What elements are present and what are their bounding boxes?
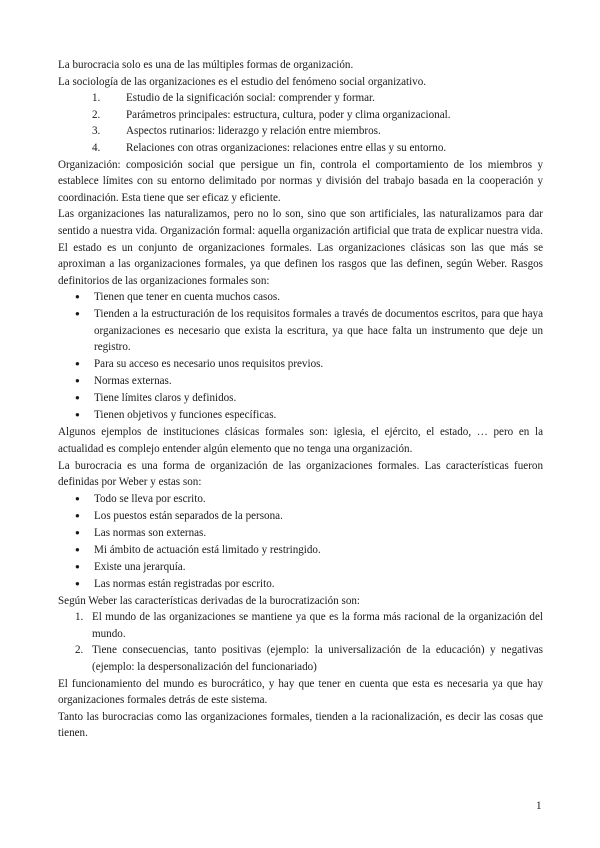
list-item: 2. Parámetros principales: estructura, cultura, poder y clima organizacional. — [92, 108, 451, 121]
bureaucracy-traits-list — [58, 491, 543, 593]
bullet-icon: ● — [75, 376, 80, 386]
bullet-icon: ● — [75, 359, 80, 369]
bullet-icon: ● — [75, 493, 80, 503]
bullet-icon: ● — [75, 410, 80, 420]
paragraph-bureaucracy: La burocracia es una forma de organización de las organizaciones formales. Las características fueron definidas por Weber y estas son: — [58, 459, 543, 489]
paragraph-bureaucratic-world: El funcionamiento del mundo es burocrático, y hay que tener en cuenta que esta es necesaria ya que hay organizaciones formales detrás de este sistema. — [58, 677, 543, 707]
paragraph-formal-organizations: Las organizaciones las naturalizamos, pero no lo son, sino que son artificiales, las naturalizamos para dar sentido a nuestra vida. Organización formal: aquella organización artificial que trata de explicar nuestra vida. El estado es un conjunto de organizaciones formales. Las organizaciones clásicas son las que más se aproximan a las organizaciones formales, ya que definen los rasgos que las definen, según Weber. Rasgos definitorios de las organizaciones formales son: — [58, 208, 543, 287]
bullet-icon: ● — [75, 561, 80, 571]
traits-list — [58, 289, 543, 424]
list-item: ● Las normas son externas. — [58, 525, 543, 542]
list-item: ● Todo se lleva por escrito. — [58, 491, 543, 508]
list-item: ● Tienen que tener en cuenta muchos casos. — [58, 289, 543, 306]
paragraph-weber-consequences: Según Weber las características derivadas de la burocratización son: — [58, 594, 361, 607]
bullet-icon: ● — [75, 393, 80, 403]
list-item: ● Para su acceso es necesario unos requisitos previos. — [58, 356, 543, 373]
list-item: ● Los puestos están separados de la persona. — [58, 508, 543, 525]
paragraph-examples: Algunos ejemplos de instituciones clásicas formales son: iglesia, el ejército, el estado, … pero en la actualidad es complejo entender algún elemento que no tenga una organización. — [58, 426, 543, 455]
consequences-list — [58, 609, 543, 675]
bullet-icon: ● — [75, 578, 80, 588]
list-item: ● Mi ámbito de actuación está limitado y restringido. — [58, 542, 543, 559]
list-item: 4. Relaciones con otras organizaciones: relaciones entre ellas y su entorno. — [92, 141, 447, 154]
list-item: ● Tienen objetivos y funciones específicas. — [58, 407, 543, 424]
list-item: ● Existe una jerarquía. — [58, 559, 543, 576]
bullet-icon: ● — [75, 309, 80, 319]
paragraph-rationalization: Tanto las burocracias como las organizaciones formales, tienden a la racionalización, es decir las cosas que tienen. — [58, 710, 543, 740]
list-item: 3. Aspectos rutinarios: liderazgo y relación entre miembros. — [92, 125, 381, 138]
list-item: ● Tiene límites claros y definidos. — [58, 390, 543, 407]
bullet-icon: ● — [75, 527, 80, 537]
parameters-list — [58, 90, 543, 156]
list-item: ● Tienden a la estructuración de los requisitos formales a través de documentos escritos, para que haya organizaciones es necesario que exista la escritura, ya que hace falta un instrumento que deje un registro. — [75, 308, 543, 354]
paragraph-organization-definition: Organización: composición social que persigue un fin, controla el comportamiento de los miembros y establece límites con su entorno delimitado por normas y división del trabajo basada en la cooperación y coordinación. Esta tiene que ser eficaz y eficiente. — [58, 158, 543, 204]
bullet-icon: ● — [75, 544, 80, 554]
list-item: 1. El mundo de las organizaciones se mantiene ya que es la forma más racional de la organización del mundo. — [75, 611, 543, 640]
list-item: 2. Tiene consecuencias, tanto positivas (ejemplo: la universalización de la educación) y negativas (ejemplo: la despersonalización del funcionariado) — [75, 644, 543, 674]
paragraph-intro: La burocracia solo es una de las múltiples formas de organización. — [58, 59, 354, 71]
bullet-icon: ● — [75, 292, 80, 302]
list-item: ● Normas externas. — [58, 373, 543, 390]
list-item: 1. Estudio de la significación social: comprender y formar. — [92, 92, 375, 105]
paragraph-sociology: La sociología de las organizaciones es el estudio del fenómeno social organizativo. — [58, 75, 427, 88]
bullet-icon: ● — [75, 510, 80, 520]
list-item: ● Las normas están registradas por escrito. — [58, 576, 543, 593]
page-number: 1 — [536, 800, 542, 812]
